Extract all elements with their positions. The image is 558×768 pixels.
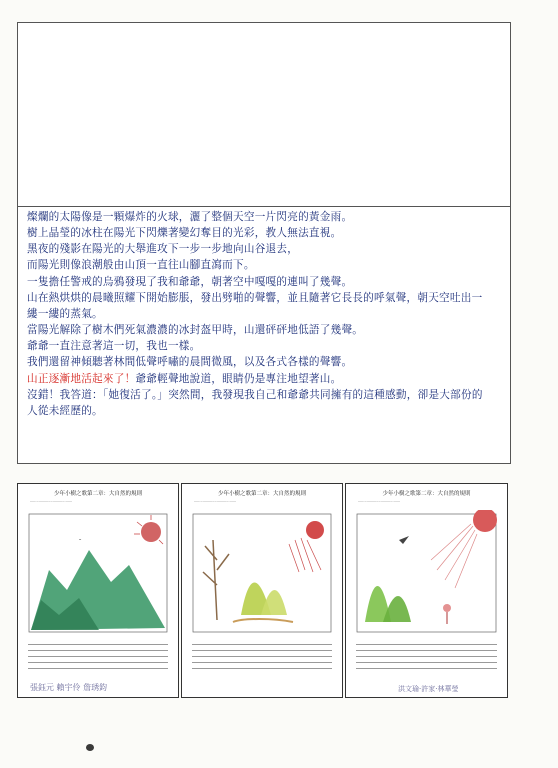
student-drawing-3	[345, 483, 508, 698]
story-highlight: 山正逐漸地活起來了！	[27, 372, 136, 385]
story-line	[27, 403, 504, 419]
story-line	[27, 274, 504, 290]
drawing-instructions: ·······································	[194, 500, 237, 504]
story-text	[27, 209, 504, 419]
drawing-instructions: ·······································	[358, 500, 401, 504]
drawing-illustration	[19, 510, 179, 635]
drawing-3-caption: 洪文瑜·許家·林華瑩	[398, 685, 459, 693]
story-line-text: 當陽光解除了樹木們死氣濃濃的冰封盔甲時，山還砰砰地低語了幾聲。	[27, 324, 364, 337]
story-line-text: 沒錯！我答道：「她復活了。」突然間，我發現我自己和爺爺共同擁有的這種感動，卻是大部份的	[27, 388, 483, 401]
story-line-text: 爺爺輕聲地說道，眼睛仍是專注地望著山。	[135, 372, 342, 385]
student-drawing-1	[17, 483, 179, 698]
worksheet-frame	[17, 22, 511, 464]
student-drawing-2	[181, 483, 343, 698]
drawing-illustration	[183, 510, 343, 635]
story-line	[27, 209, 504, 225]
story-line	[27, 387, 504, 403]
blank-drawing-area	[18, 23, 510, 207]
story-line-text: 爺爺一直注意著這一切，我也一樣。	[27, 340, 201, 353]
story-line-text: 而陽光則像浪潮般由山頂一直往山腳直瀉而下。	[27, 259, 255, 272]
drawing-title: 少年小樹之歌第二章：大自然的規則	[382, 491, 471, 497]
story-line-text: 縷一縷的蒸氣。	[27, 307, 103, 320]
story-line	[27, 257, 504, 273]
story-line	[27, 225, 504, 241]
story-line-text: 我們還留神傾聽著林間低聲呼嘯的晨間微風，以及各式各樣的聲響。	[27, 356, 353, 369]
svg-text:ᵕ: ᵕ	[79, 537, 82, 544]
drawing-1-caption: 張鈺元 賴宇伶 詹琇鈞	[30, 683, 108, 692]
drawing-title: 少年小樹之歌第二章：大自然的規則	[217, 491, 306, 497]
drawing-title: 少年小樹之歌第二章：大自然的規則	[53, 491, 142, 497]
story-line-text: 一隻擔任警戒的烏鴉發現了我和爺爺，朝著空中嘎嘎的連叫了幾聲。	[27, 275, 353, 288]
story-line-text: 燦爛的太陽像是一顆爆炸的火球，灑了整個天空一片閃亮的黃金雨。	[27, 211, 353, 223]
story-line	[27, 322, 504, 338]
ink-smudge	[86, 744, 94, 751]
story-line-text: 樹上晶瑩的冰柱在陽光下閃爍著變幻奪目的光彩，教人無法直視。	[27, 227, 342, 240]
story-line	[27, 354, 504, 370]
story-line	[27, 338, 504, 354]
story-line	[27, 290, 504, 306]
story-line-text: 黑夜的殘影在陽光的大舉進攻下一步一步地向山谷退去，	[27, 243, 299, 256]
story-line-text: 人從未經歷的。	[27, 404, 103, 417]
story-line	[27, 306, 504, 322]
drawing-illustration	[347, 510, 508, 635]
story-line-text: 山在熱烘烘的晨曦照耀下開始膨脹，發出劈啪的聲響，並且隨著它長長的呼氣聲，朝天空吐出一	[27, 291, 483, 304]
story-line	[27, 371, 504, 387]
story-line	[27, 241, 504, 257]
drawing-instructions: ·······································	[30, 500, 73, 504]
